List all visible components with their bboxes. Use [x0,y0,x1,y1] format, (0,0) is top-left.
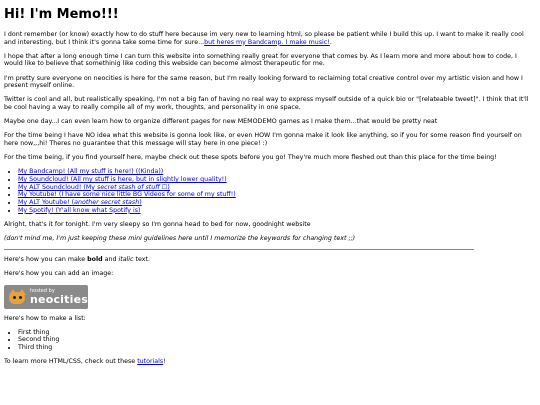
link-alt-youtube[interactable] [18,199,142,206]
paragraph-no-idea: For the time being I have NO idea what this website is gonna look like, or even HOW I'm gonna make it look like anything, so if you for some reason find yourself on here now,,,hi! Theres no guarantee that this message will stay here in one piece! :) [4,132,522,148]
bold-post: text. [133,256,150,264]
paragraph-twitter: Twitter is cool and all, but realistically speaking, I'm not a big fan of having no real way to express myself outside of a quick bio or "[relateable tweet]". I think that It'll be cool having a way to really compile all of my work, thoughts, and personality in one space. [4,96,529,112]
bandcamp-link[interactable]: but heres my Bandcamp. I make music! [204,38,330,46]
list-item: • Third thing [18,344,536,352]
list-item: • First thing [18,329,536,337]
intro-after: . [329,38,332,46]
link-alt-youtube-tail: ) [139,199,142,207]
bold-italic-line [4,256,536,264]
paragraph-check-out: For the time being, if you find yourself here, maybe check out these spots before you go! They're much more fleshed out than this place for the time being! [4,154,497,162]
link-bandcamp[interactable]: My Bandcamp! (All my stuff is here!) ((Kinda)) [18,168,164,176]
learn-line [4,358,536,366]
learn-pre: To learn more HTML/CSS, check out these [4,358,138,366]
list-item [18,184,536,192]
paragraph-neocities: I'm pretty sure everyone on neocities is here for the same reason, but I'm really looking forward to reclaiming total creative control over my artistic vision and how I present myself online. [4,74,523,90]
link-alt-soundcloud[interactable] [18,184,170,191]
learn-post: ! [163,358,166,366]
badge-text [30,289,88,305]
link-spotify[interactable]: My Spotify! (Y'all know what Spotify is) [18,206,141,214]
list-item [18,176,536,184]
page-title: Hi! I'm Memo!!! [4,7,119,22]
link-alt-soundcloud-tail: ) [167,183,170,191]
example-list [4,329,536,352]
guidelines-note: (don't mind me, I'm just keeping these mini guidelines here until I memorize the keywords for changing text ;;) [4,235,356,243]
link-soundcloud[interactable]: My Soundcloud! (All my stuff is here, but in slightly lower quality!) [18,176,227,184]
intro-paragraph [4,31,536,46]
goodnight-text: Alright, that's it for tonight. I'm very sleepy so I'm gonna head to bed for now, goodnight website [4,220,311,228]
link-alt-youtube-italic: another secret stash [74,199,140,207]
paragraph-hope: I hope that after a long enough time I can turn this website into something really great for everyone that comes by. As I learn more and more about how to code, I would like to believe that somethinig like coding this webside can become almost therapeutic for me. [4,52,517,68]
neocities-cat-icon [7,288,27,306]
tutorials-link[interactable]: tutorials [137,358,164,366]
and-word: and [102,256,119,264]
divider [4,249,474,250]
list-item [18,168,536,176]
list-item [18,191,536,199]
links-list [4,168,536,214]
bold-pre: Here's how you can make [4,256,88,264]
neocities-badge [4,285,88,309]
list-item: • Second thing [18,336,536,344]
link-youtube[interactable]: My Youtube! (I have some nice little BG Videos for some of my stuff!) [18,191,236,199]
link-alt-soundcloud-italic: secret stash of stuff ☐ [96,183,168,191]
badge-neocities: neocities [30,292,88,306]
link-alt-youtube-label: My ALT Youtube! ( [18,199,75,207]
paragraph-memodemo: Maybe one day...I can even learn how to organize different pages for new MEMODEMO games as I make them...that would be pretty neat [4,118,438,126]
list-item [18,199,536,207]
list-item [18,207,536,215]
badge-hosted-by: hosted by [30,287,55,294]
link-alt-soundcloud-label: My ALT Soundcloud! (My [18,183,97,191]
list-line: Here's how to make a list: [4,314,86,322]
bold-word: bold [87,256,103,264]
intro-text: I dont remember (or know) exactly how to do stuff here because im very new to learning html, so please be patient while I build this up. I want to make it really cool and interesting, but I think it's gonna take some time for sure... [4,30,524,46]
image-line: Here's how you can add an image: [4,270,114,278]
italic-word: italic [118,256,134,264]
